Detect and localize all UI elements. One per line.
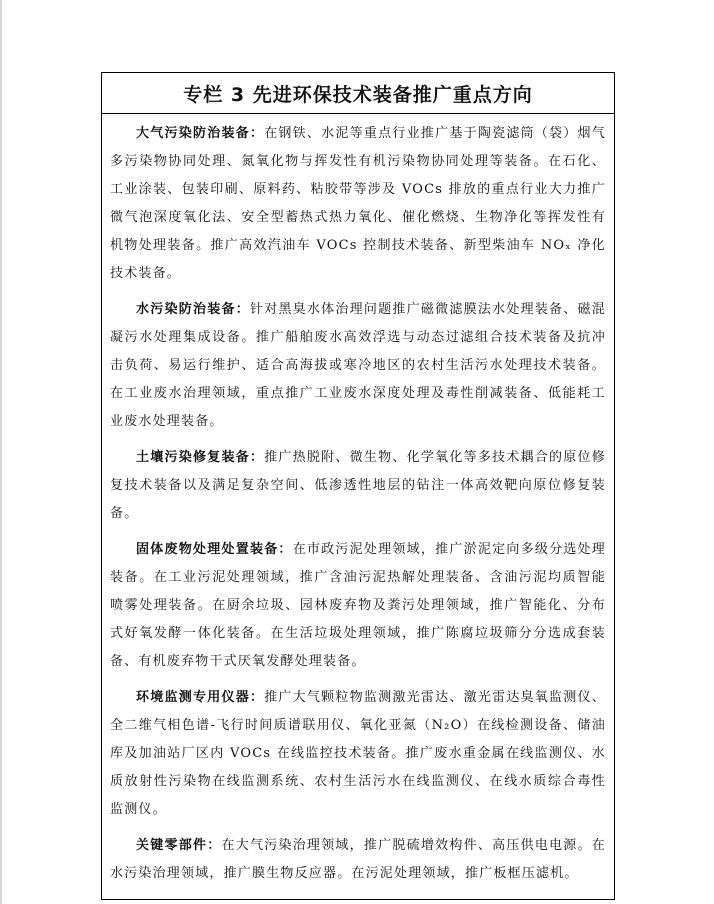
section-key-components [110, 832, 606, 888]
section-solid-waste [110, 536, 606, 676]
section-heading: 水污染防治装备： [136, 302, 250, 317]
section-soil-remediation [110, 444, 606, 528]
column-title: 专栏 3 先进环保技术装备推广重点方向 [102, 73, 614, 114]
section-text: 在市政污泥处理领域，推广淤泥定向多级分选处理装备。在工业污泥处理领域，推广含油污泥热解处理装备、含油污泥均质智能喷雾处理装备。在厨余垃圾、园林废弃物及粪污处理领域，推广智能化、分布式好氧发酵一体化装备。在生活垃圾处理领域，推广陈腐垃圾筛分分选成套装备、有机废弃物干式厌氧发酵处理装备。 [110, 542, 607, 669]
section-heading: 大气污染防治装备： [136, 126, 265, 141]
section-heading: 土壤污染修复装备： [136, 450, 265, 465]
section-text: 在大气污染治理领域，推广脱硫增效构件、高压供电电源。在水污染治理领域，推广膜生物反应器。在污泥处理领域，推广板框压滤机。 [110, 838, 606, 881]
section-heading: 环境监测专用仪器： [136, 690, 265, 705]
section-text: 推广热脱附、微生物、化学氧化等多技术耦合的原位修复技术装备以及满足复杂空间、低渗透性地层的钻注一体高效靶向原位修复装备。 [110, 450, 606, 521]
section-heading: 固体废物处理处置装备： [136, 542, 293, 557]
column-content [102, 114, 614, 888]
section-text: 推广大气颗粒物监测激光雷达、激光雷达臭氧监测仪、全二维气相色谱-飞行时间质谱联用仪、氧化亚氮（N₂O）在线检测设备、储油库及加油站厂区内 VOCs 在线监控技术装备。推广废水重金属在线监测仪、水质放射性污染物在线监测系统、农村生活污水在线监测仪、在线水质综合毒性监测仪。 [110, 690, 606, 817]
section-water-pollution [110, 296, 606, 436]
section-monitoring-instruments [110, 684, 606, 824]
section-heading: 关键零部件： [136, 838, 222, 853]
page-left-edge [0, 0, 2, 904]
section-text: 在钢铁、水泥等重点行业推广基于陶瓷滤筒（袋）烟气多污染物协同处理、氮氧化物与挥发性有机污染物协同处理等装备。在石化、工业涂装、包装印刷、原料药、粘胶带等涉及 VOCs 排放的重点行业大力推广微气泡深度氧化法、安全型蓄热式热力氧化、催化燃烧、生物净化等挥发性有机物处理装备。推广高效汽油车 VOCs 控制技术装备、新型柴油车 NOₓ 净化技术装备。 [110, 126, 606, 281]
section-air-pollution [110, 120, 606, 288]
column-box [101, 72, 615, 900]
section-text: 针对黑臭水体治理问题推广磁微滤膜法水处理装备、磁混凝污水处理集成设备。推广船舶废水高效浮选与动态过滤组合技术装备及抗冲击负荷、易运行维护、适合高海拔或寒冷地区的农村生活污水处理技术装备。在工业废水治理领域，重点推广工业废水深度处理及毒性削减装备、低能耗工业废水处理装备。 [110, 302, 606, 429]
